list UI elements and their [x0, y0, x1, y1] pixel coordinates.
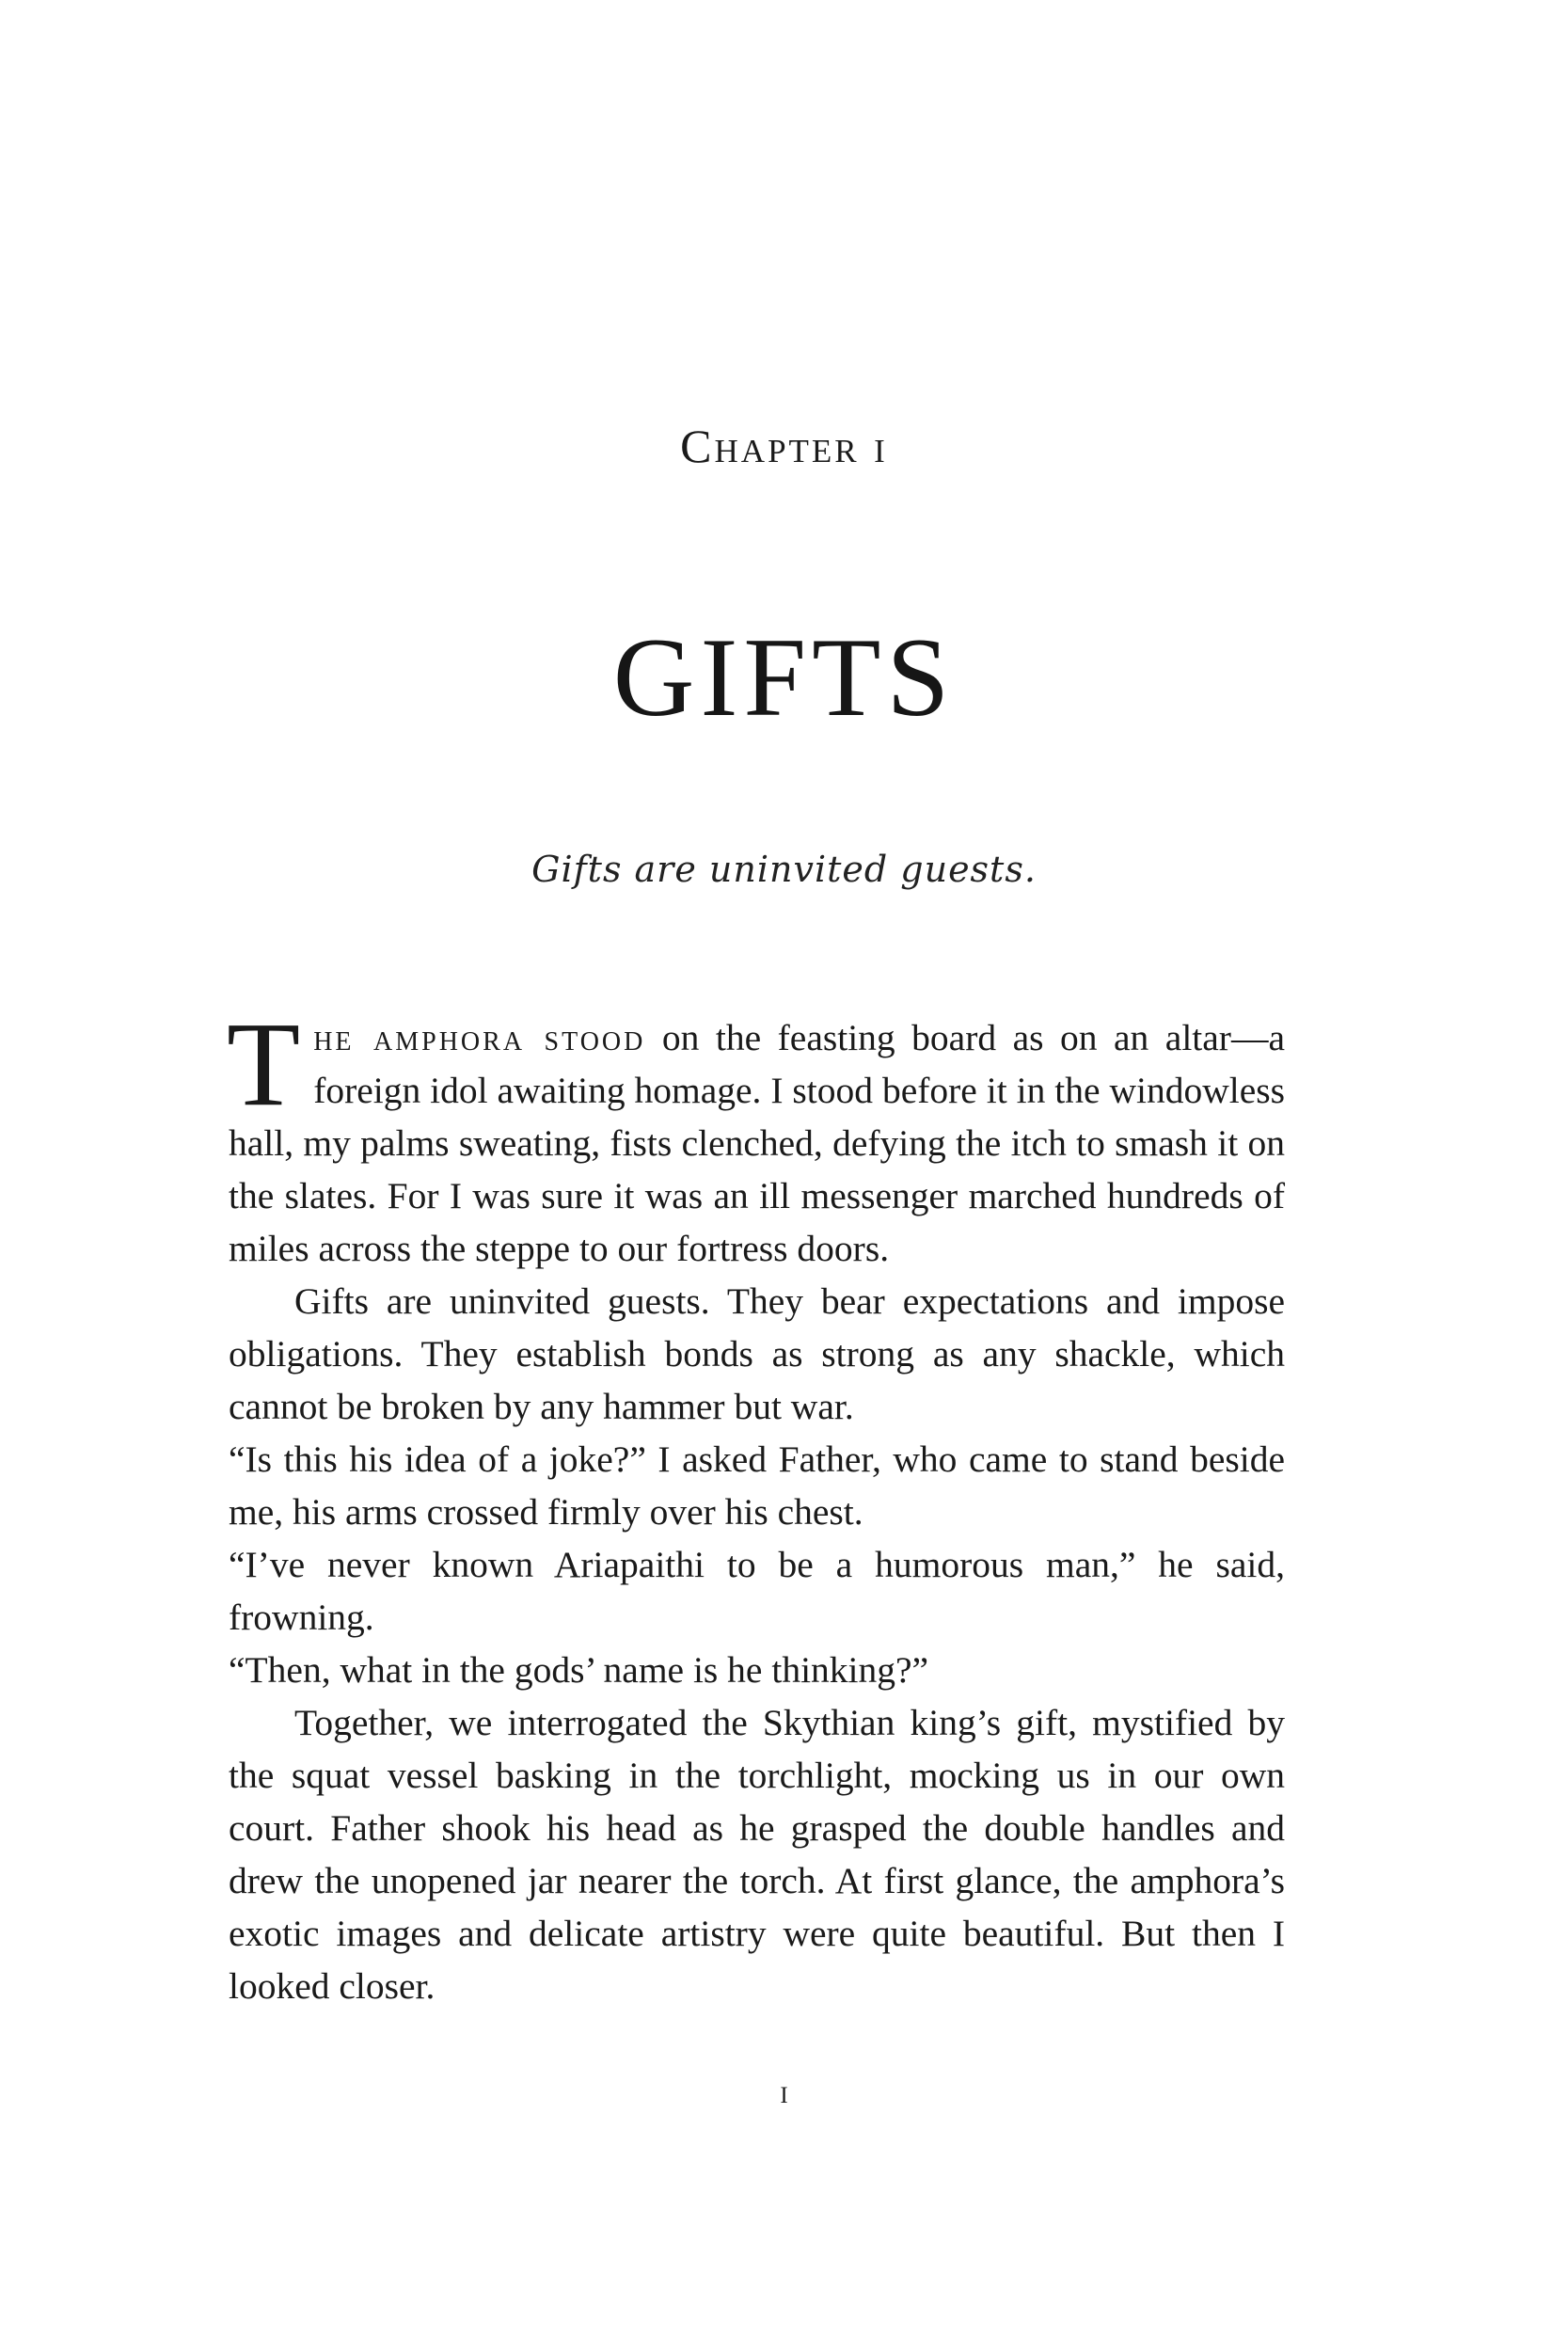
chapter-label: Chapter i: [680, 420, 888, 472]
paragraph-opening: [227, 997, 1285, 1275]
paragraph: Gifts are uninvited guests. They bear expectations and impose obligations. They establish bonds as strong as any shackle, which cannot be broken by any hammer but war.: [229, 1280, 1285, 1427]
paragraph-dialogue: “I’ve never known Ariapaithi to be a humorous man,” he said, frowning.: [229, 1544, 1285, 1638]
page-number: i: [780, 2073, 788, 2110]
opening-small-caps: he amphora stood: [313, 1017, 646, 1058]
paragraph-opening-text: on the feasting board as on an altar—a foreign idol awaiting homage. I stood before it in the windowless hall, my palms sweating, fists clenched, defying the itch to smash it on the slates. For I was sure it was an ill messenger marched hundreds of miles across the steppe to our fortress doors.: [229, 1017, 1285, 1269]
chapter-epigraph: Gifts are uninvited guests.: [531, 849, 1037, 890]
chapter-title: GIFTS: [612, 614, 956, 739]
paragraph: Together, we interrogated the Skythian king’s gift, mystified by the squat vessel basking in the torchlight, mocking us in our own court. Father shook his head as he grasped the double handles and drew the unopened jar nearer the torch. At first glance, the amphora’s exotic images and delicate artistry were quite beautiful. But then I looked closer.: [229, 1702, 1285, 2007]
drop-cap: T: [227, 997, 301, 1131]
chapter-body: [227, 997, 1285, 2012]
paragraph-dialogue: “Is this his idea of a joke?” I asked Father, who came to stand beside me, his arms crossed firmly over his chest.: [229, 1438, 1285, 1533]
paragraph-dialogue: “Then, what in the gods’ name is he thinking?”: [229, 1649, 929, 1691]
